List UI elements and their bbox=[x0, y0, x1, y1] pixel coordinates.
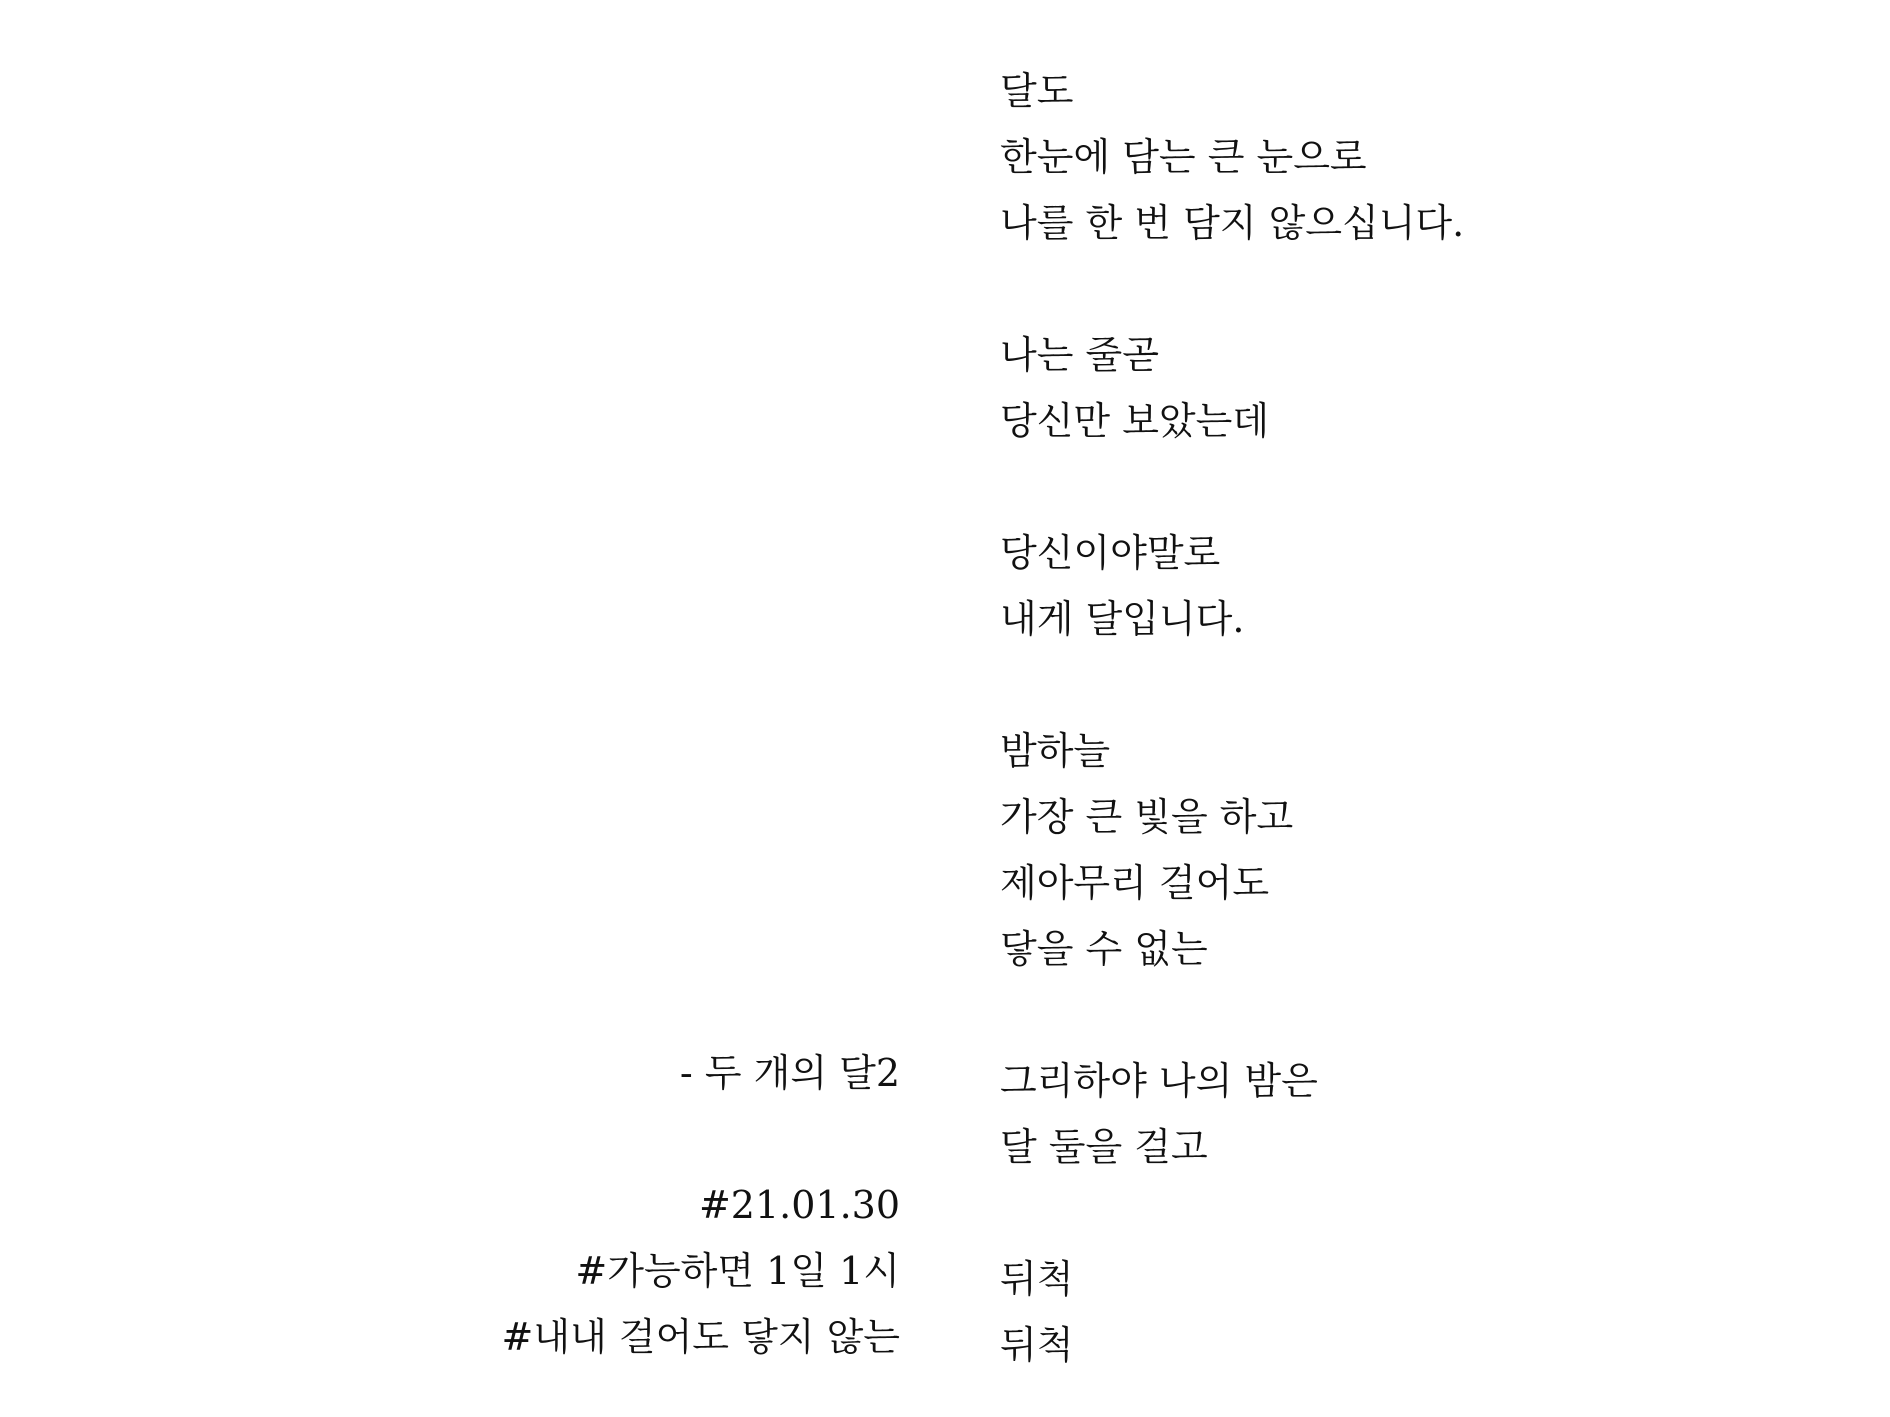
poem-line: 뒤척 bbox=[1000, 1323, 1074, 1367]
hashtag: #내내 걸어도 닿지 않는 bbox=[501, 1315, 900, 1359]
meta-spacer bbox=[200, 1106, 900, 1172]
poem-line: 한눈에 담는 큰 눈으로 bbox=[1000, 135, 1367, 179]
stanza-break bbox=[1000, 982, 1820, 1048]
poem-line: 뒤척 bbox=[1000, 1257, 1074, 1301]
hashtag: #가능하면 1일 1시 bbox=[575, 1249, 900, 1293]
stanza-break bbox=[1000, 652, 1820, 718]
poem-line: 닿을 수 없는 bbox=[1000, 927, 1208, 971]
poem-line: 당신이야말로 bbox=[1000, 531, 1221, 575]
hashtag: #21.01.30 bbox=[698, 1183, 900, 1227]
stanza-break bbox=[1000, 256, 1820, 322]
poem-body bbox=[1000, 58, 1820, 1378]
poem-title: - 두 개의 달2 bbox=[679, 1051, 900, 1095]
poem-line: 나는 줄곧 bbox=[1000, 333, 1159, 377]
poem-line: 그리하야 나의 밤은 bbox=[1000, 1059, 1318, 1103]
poem-line: 당신만 보았는데 bbox=[1000, 399, 1270, 443]
poem-line: 내게 달입니다. bbox=[1000, 597, 1245, 641]
poem-meta bbox=[200, 1040, 900, 1370]
stanza-break bbox=[1000, 1180, 1820, 1246]
poem-line: 가장 큰 빛을 하고 bbox=[1000, 795, 1294, 839]
poem-line: 나를 한 번 담지 않으십니다. bbox=[1000, 201, 1465, 245]
stanza-break bbox=[1000, 454, 1820, 520]
poem-line: 달도 bbox=[1000, 69, 1074, 113]
poem-line: 밤하늘 bbox=[1000, 729, 1111, 773]
poem-line: 제아무리 걸어도 bbox=[1000, 861, 1270, 905]
poem-line: 달 둘을 걸고 bbox=[1000, 1125, 1208, 1169]
